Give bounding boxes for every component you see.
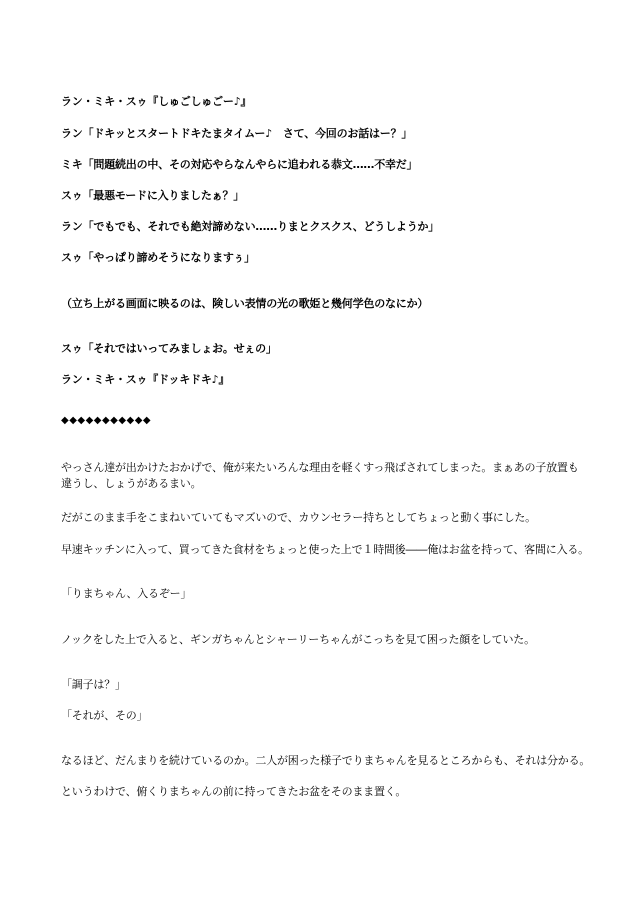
script-line: ミキ「問題続出の中、その対応やらなんやらに追われる恭文……不幸だ」 bbox=[61, 158, 418, 171]
script-line: ラン・ミキ・スゥ『ドッキドキ♪』 bbox=[61, 373, 230, 386]
dialogue-line: 「それが、その」 bbox=[61, 709, 148, 722]
narrative-paragraph: というわけで、俯くりまちゃんの前に持ってきたお盆をそのまま置く。 bbox=[61, 785, 407, 798]
script-line: ラン「ドキッとスタートドキたまタイムー♪ さて、今回のお話はー？」 bbox=[61, 127, 413, 140]
dialogue-line: 「調子は？」 bbox=[61, 678, 126, 691]
script-line: ラン「でもでも、それでも絶対諦めない……りまとクスクス、どうしようか」 bbox=[61, 220, 440, 233]
narrative-paragraph: 早速キッチンに入って、買ってきた食材をちょっと使った上で１時間後――俺はお盆を持って、客間に入る。 bbox=[61, 543, 589, 556]
stage-direction: （立ち上がる画面に映るのは、険しい表情の光の歌姫と幾何学色のなにか） bbox=[61, 297, 429, 310]
script-line: スゥ「最悪モードに入りましたぁ？」 bbox=[61, 189, 245, 202]
narrative-paragraph: なるほど、だんまりを続けているのか。二人が困った様子でりまちゃんを見るところからも、それは分かる。 bbox=[61, 754, 591, 767]
narrative-paragraph: やっさん達が出かけたおかげで、俺が来たいろんな理由を軽くすっ飛ばされてしまった。まぁあの子放置も違うし、しょうがあるまい。 bbox=[61, 461, 579, 490]
narrative-paragraph: ノックをした上で入ると、ギンガちゃんとシャーリーちゃんがこっちを見て困った顔をしていた。 bbox=[61, 633, 535, 646]
section-separator: ◆◆◆◆◆◆◆◆◆◆◆ bbox=[61, 415, 152, 426]
script-line: スゥ「それではいってみましょお。せぇの」 bbox=[61, 342, 277, 355]
script-line: スゥ「やっぱり諦めそうになりますぅ」 bbox=[61, 251, 255, 264]
narrative-paragraph: だがこのまま手をこまねいていてもマズいので、カウンセラー持ちとしてちょっと動く事にした。 bbox=[61, 511, 536, 524]
script-line: ラン・ミキ・スゥ『しゅごしゅごー♪』 bbox=[61, 95, 252, 108]
dialogue-line: 「りまちゃん、入るぞー」 bbox=[61, 587, 192, 600]
